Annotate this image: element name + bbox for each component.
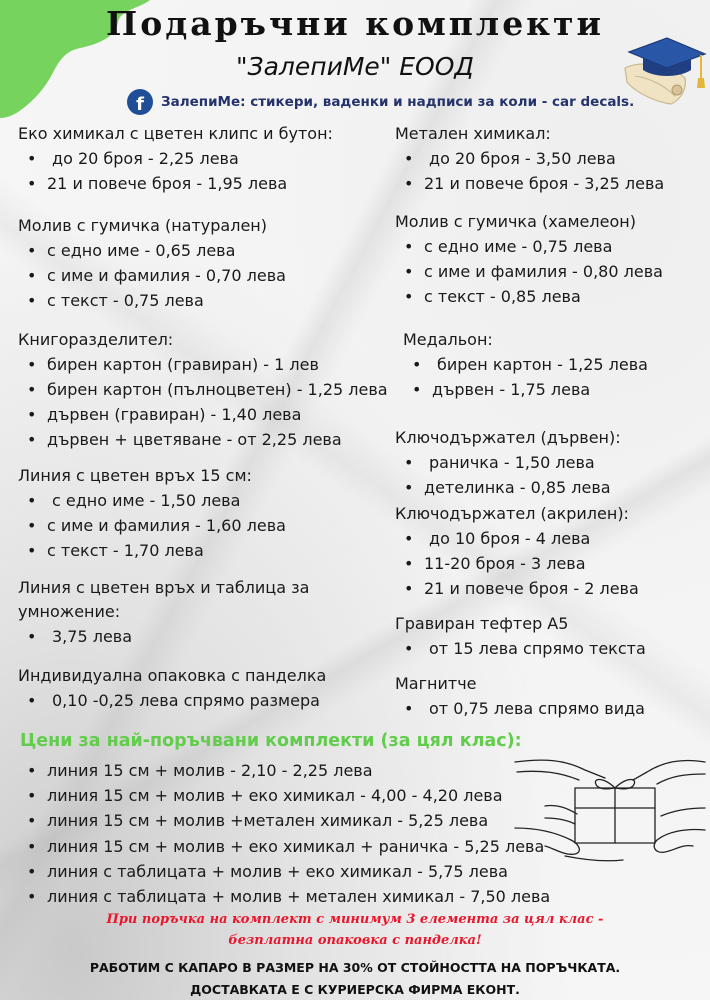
- section-pencil-chameleon: [395, 210, 705, 309]
- list-item: • 21 и повече броя - 3,25 лева: [395, 171, 705, 196]
- list-item: • от 0,75 лева спрямо вида: [395, 696, 705, 721]
- section-title: Еко химикал с цветен клипс и бутон:: [18, 124, 333, 143]
- section-title: Метален химикал:: [395, 124, 551, 143]
- sets-list: [18, 758, 550, 909]
- list-item: • 3,75 лева: [18, 624, 338, 649]
- list-item: • раничка - 1,50 лева: [395, 450, 705, 475]
- list-item: • 21 и повече броя - 1,95 лева: [18, 171, 398, 196]
- section-bookmark: [18, 328, 398, 452]
- section-medallion: [403, 328, 710, 402]
- set-item: • линия 15 см + молив + еко химикал - 4,00 - 4,20 лева: [18, 783, 550, 808]
- list-item: • с текст - 0,85 лева: [395, 284, 705, 309]
- section-keychain-wood: [395, 426, 705, 500]
- section-packaging: [18, 664, 398, 713]
- list-item: • с текст - 0,75 лева: [18, 288, 398, 313]
- list-item: • дървен - 1,75 лева: [403, 377, 710, 402]
- set-item: • линия 15 см + молив +метален химикал - 5,25 лева: [18, 808, 550, 833]
- page-title: Подаръчни комплекти: [106, 4, 604, 43]
- list-item: • с име и фамилия - 0,70 лева: [18, 263, 398, 288]
- section-ruler-table: [18, 576, 338, 649]
- section-title: Линия с цветен връх и таблица за умножение:: [18, 578, 310, 621]
- list-item: • бирен картон - 1,25 лева: [403, 352, 710, 377]
- list-item: • с едно име - 0,75 лева: [395, 234, 705, 259]
- set-item: • линия с таблицата + молив + еко химикал - 5,75 лева: [18, 859, 550, 884]
- deposit-note: РАБОТИМ С КАПАРО В РАЗМЕР НА 30% ОТ СТОЙНОСТТА НА ПОРЪЧКАТА.: [89, 960, 621, 975]
- list-item: • до 20 броя - 3,50 лева: [395, 146, 705, 171]
- list-item: • 11-20 броя - 3 лева: [395, 551, 705, 576]
- set-item: • линия 15 см + молив - 2,10 - 2,25 лева: [18, 758, 550, 783]
- list-item: • бирен картон (пълноцветен) - 1,25 лева: [18, 377, 398, 402]
- list-item: • детелинка - 0,85 лева: [395, 475, 705, 500]
- list-item: • с едно име - 0,65 лева: [18, 238, 398, 263]
- list-item: • бирен картон (гравиран) - 1 лев: [18, 352, 398, 377]
- list-item: • до 10 броя - 4 лева: [395, 526, 705, 551]
- list-item: • с едно име - 1,50 лева: [18, 488, 398, 513]
- section-title: Линия с цветен връх 15 см:: [18, 466, 252, 485]
- section-metal-pen: [395, 122, 705, 196]
- list-item: • дървен + цветяване - от 2,25 лева: [18, 427, 398, 452]
- section-title: Медальон:: [403, 330, 493, 349]
- gift-hands-illustration: [505, 748, 710, 868]
- section-pencil-natural: [18, 214, 398, 313]
- section-title: Книгоразделител:: [18, 330, 174, 349]
- facebook-icon: f: [127, 89, 153, 115]
- list-item: • до 20 броя - 2,25 лева: [18, 146, 398, 171]
- promo-line-1: При поръчка на комплект с минимум 3 елемента за цял клас -: [106, 912, 604, 927]
- sets-title: Цени за най-поръчвани комплекти (за цял клас):: [20, 731, 522, 751]
- list-item: • с име и фамилия - 0,80 лева: [395, 259, 705, 284]
- list-item: • с име и фамилия - 1,60 лева: [18, 513, 398, 538]
- list-item: • 0,10 -0,25 лева спрямо размера: [18, 688, 398, 713]
- section-ruler: [18, 464, 398, 563]
- facebook-page-name: ЗалепиМе: стикери, ваденки и надписи за коли - car decals.: [161, 94, 635, 110]
- section-keychain-acrylic: [395, 502, 705, 601]
- section-title: Индивидуална опаковка с панделка: [18, 666, 327, 685]
- set-item: • линия с таблицата + молив + метален химикал - 7,50 лева: [18, 884, 550, 909]
- section-notebook: [395, 612, 705, 661]
- list-item: • дървен (гравиран) - 1,40 лева: [18, 402, 398, 427]
- delivery-note: ДОСТАВКАТА Е С КУРИЕРСКА ФИРМА ЕКОНТ.: [190, 982, 520, 997]
- promo-line-2: безплатна опаковка с панделка!: [228, 933, 482, 948]
- company-name: "ЗалепиМе" ЕООД: [236, 52, 474, 81]
- section-title: Магнитче: [395, 674, 477, 693]
- list-item: • от 15 лева спрямо текста: [395, 636, 705, 661]
- section-eco-pen: [18, 122, 398, 196]
- list-item: • 21 и повече броя - 2 лева: [395, 576, 705, 601]
- section-title: Молив с гумичка (хамелеон): [395, 212, 636, 231]
- section-title: Ключодържател (акрилен):: [395, 504, 629, 523]
- section-title: Молив с гумичка (натурален): [18, 216, 267, 235]
- section-title: Гравиран тефтер А5: [395, 614, 569, 633]
- list-item: • с текст - 1,70 лева: [18, 538, 398, 563]
- section-title: Ключодържател (дървен):: [395, 428, 621, 447]
- set-item: • линия 15 см + молив + еко химикал + раничка - 5,25 лева: [18, 834, 550, 859]
- section-magnet: [395, 672, 705, 721]
- facebook-link[interactable]: [127, 89, 634, 115]
